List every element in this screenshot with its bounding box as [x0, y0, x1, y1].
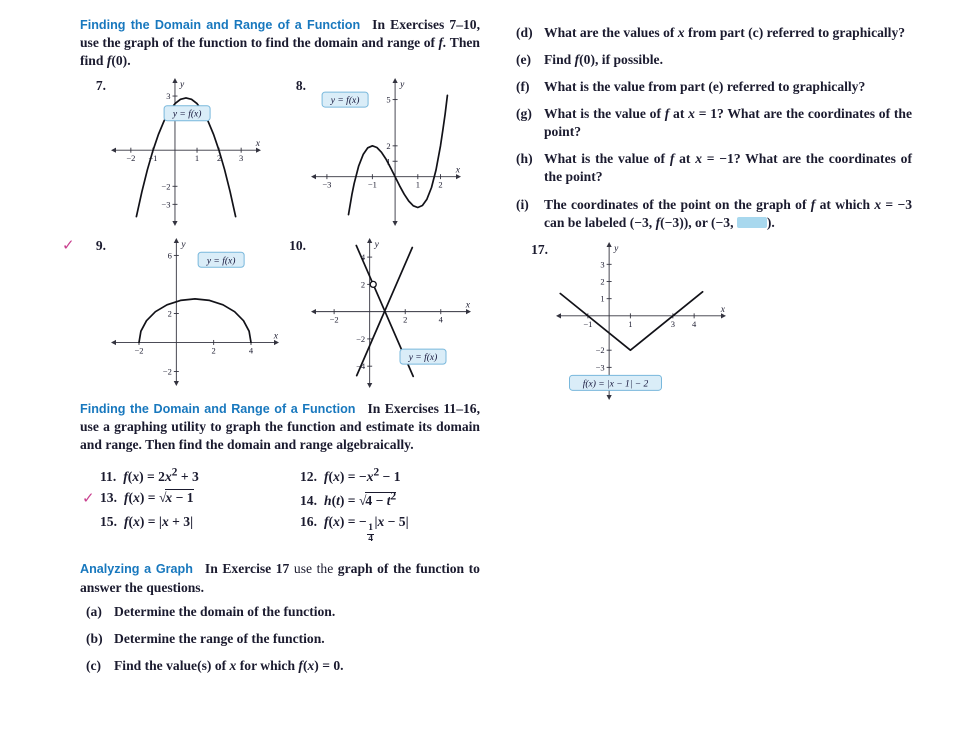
question-label: (i) [516, 196, 529, 212]
questions-d-i [516, 24, 912, 232]
svg-text:3: 3 [670, 318, 675, 329]
svg-text:x: x [255, 139, 260, 150]
exercise-8-graph [311, 78, 461, 226]
exercise-9-number [62, 236, 106, 255]
question-text: What are the values of x from part (c) referred to graphically? [544, 25, 906, 40]
exercise-17-graph [556, 242, 726, 400]
svg-text:1: 1 [415, 179, 420, 190]
svg-text:6: 6 [167, 250, 172, 261]
exercise-16 [300, 514, 480, 545]
question-a [86, 603, 480, 621]
svg-text:x: x [273, 331, 278, 342]
svg-text:5: 5 [386, 94, 391, 105]
exercise-8 [280, 78, 480, 226]
exercise-formula: $f(x) = -x^2 - 1$ [324, 466, 401, 484]
exercise-formula: $f(x) = 2x^2 + 3$ [123, 466, 199, 484]
svg-text:−2: −2 [162, 366, 172, 377]
section-instructions: In Exercise 17 use the graph of the function to answer the questions. [80, 561, 480, 595]
section-title: Finding the Domain and Range of a Function [80, 402, 356, 417]
question-text: What is the value of f at x = −1? What are the coordinates of the point? [544, 151, 912, 185]
exercise-14 [300, 490, 480, 509]
exercise-13 [82, 489, 300, 509]
svg-text:4: 4 [360, 252, 366, 263]
exercise-7-graph [111, 78, 261, 226]
svg-text:−2: −2 [595, 344, 605, 355]
section-heading-domain-range-utility [80, 400, 480, 454]
question-label: (f) [516, 79, 530, 95]
svg-text:2: 2 [600, 276, 605, 287]
exercise-12 [300, 466, 480, 485]
svg-text:−1: −1 [148, 153, 158, 164]
svg-text:−2: −2 [161, 181, 171, 192]
svg-text:x: x [465, 300, 470, 311]
svg-text:f(x) = |x − 1| − 2: f(x) = |x − 1| − 2 [582, 379, 649, 390]
checkmark-icon: ✓ [82, 489, 95, 507]
exercise-number: 15. [100, 513, 117, 529]
exercise-formula: $h(t) = √4 - t^2$ [324, 490, 397, 508]
exercise-number: 8. [295, 78, 306, 94]
section-title: Analyzing a Graph [80, 562, 193, 577]
question-i [516, 196, 912, 232]
svg-text:−1: −1 [583, 318, 593, 329]
svg-text:4: 4 [692, 318, 697, 329]
svg-text:−3: −3 [595, 362, 605, 373]
question-label: (e) [516, 52, 532, 68]
question-b [86, 630, 480, 648]
question-label: (h) [516, 151, 533, 167]
section-instructions: In Exercises 7–10, use the graph of the function to find the domain and range of f. Then find f(0). [80, 17, 481, 69]
svg-text:−2: −2 [134, 345, 144, 356]
svg-text:y: y [179, 80, 185, 91]
svg-text:x: x [455, 165, 460, 176]
section-heading-domain-range-graphs [80, 16, 480, 70]
svg-text:−1: −1 [367, 179, 377, 190]
svg-text:y: y [374, 240, 379, 251]
exercise-10-graph [311, 238, 471, 388]
section-instructions: In Exercises 11–16, use a graphing utility to graph the function and estimate its domain and range. Then find the domain and range algebraically. [80, 401, 481, 453]
questions-a-c [86, 603, 480, 675]
exercise-number: 9. [95, 238, 106, 254]
exercises-11-16 [82, 466, 480, 544]
svg-text:y: y [400, 80, 405, 91]
exercise-17-number [522, 242, 548, 400]
svg-text:4: 4 [248, 345, 254, 356]
svg-text:2: 2 [216, 153, 222, 164]
svg-text:−3: −3 [161, 199, 171, 210]
exercise-11 [100, 466, 300, 485]
svg-text:3: 3 [239, 153, 244, 164]
section-title: Finding the Domain and Range of a Function [80, 18, 361, 32]
question-text: Determine the range of the function. [114, 630, 325, 646]
exercise-10 [280, 238, 480, 388]
question-text: Find f(0), if possible. [544, 52, 663, 68]
question-text: What is the value from part (e) referred to graphically? [544, 79, 866, 95]
svg-text:−2: −2 [329, 314, 339, 325]
right-column [510, 16, 912, 684]
exercise-number: 13. [100, 490, 117, 505]
svg-text:x: x [720, 304, 725, 315]
exercise-17 [522, 242, 912, 400]
exercise-number: 17. [531, 241, 548, 257]
exercise-number: 7. [95, 78, 106, 94]
question-f [516, 78, 912, 96]
question-g [516, 105, 912, 141]
exercise-9 [62, 236, 280, 388]
svg-text:2: 2 [438, 179, 443, 190]
exercise-10-number [280, 238, 306, 254]
svg-text:3: 3 [600, 259, 605, 270]
exercise-formula: f(x) = √x − 1 [124, 490, 194, 505]
exercise-number: 12. [300, 469, 317, 484]
exercise-8-number [280, 78, 306, 94]
svg-text:−2: −2 [126, 153, 136, 164]
question-label: (g) [516, 106, 532, 122]
svg-text:2: 2 [403, 314, 408, 325]
svg-text:2: 2 [167, 308, 172, 319]
svg-text:y = f(x): y = f(x) [408, 353, 438, 364]
svg-text:1: 1 [628, 318, 633, 329]
svg-text:1: 1 [600, 293, 605, 304]
svg-text:1: 1 [386, 156, 391, 167]
exercise-number: 11. [100, 469, 117, 484]
question-label: (b) [86, 630, 103, 646]
svg-text:3: 3 [166, 91, 171, 102]
svg-text:y: y [181, 240, 186, 251]
svg-text:1: 1 [194, 153, 200, 164]
svg-text:y = f(x): y = f(x) [172, 109, 202, 120]
svg-text:2: 2 [360, 279, 366, 290]
exercise-number: 16. [300, 513, 317, 529]
section-heading-analyzing-graph [80, 560, 480, 596]
exercise-7-number [80, 78, 106, 94]
question-text: Determine the domain of the function. [114, 603, 336, 619]
exercise-number: 10. [289, 238, 306, 254]
question-label: (d) [516, 25, 533, 40]
exercise-15 [100, 514, 300, 545]
svg-text:y: y [614, 243, 619, 254]
question-e [516, 51, 912, 69]
question-text: The coordinates of the point on the graph of f at which x = −3 can be labeled (−3, f(−3)), or (−3, ). [544, 196, 912, 230]
svg-text:−4: −4 [356, 361, 366, 372]
question-text: What is the value of f at x = 1? What are the coordinates of the point? [544, 106, 913, 140]
exercise-formula: f(x) = |x + 3| [124, 513, 194, 529]
answer-blank [737, 217, 767, 228]
question-text: Find the value(s) of x for which f(x) = 0. [114, 657, 344, 673]
exercise-graphs-7-10 [62, 78, 480, 388]
checkmark-icon: ✓ [62, 236, 75, 255]
svg-text:2: 2 [211, 345, 216, 356]
exercise-9-graph [111, 238, 279, 386]
left-column [62, 16, 481, 684]
exercise-7 [80, 78, 280, 226]
question-d [516, 24, 912, 42]
svg-text:−3: −3 [322, 179, 332, 190]
svg-text:−2: −2 [356, 334, 366, 345]
svg-text:y = f(x): y = f(x) [330, 96, 360, 107]
svg-text:y = f(x): y = f(x) [206, 256, 236, 267]
question-label: (c) [86, 657, 102, 673]
svg-text:4: 4 [438, 314, 443, 325]
exercise-number: 14. [300, 492, 317, 508]
question-label: (a) [86, 603, 102, 619]
question-c [86, 657, 480, 675]
question-h [516, 150, 912, 186]
svg-text:2: 2 [386, 141, 391, 152]
exercise-formula: f(x) = − $\frac{1}{4}$ |x − 5| [324, 513, 409, 544]
